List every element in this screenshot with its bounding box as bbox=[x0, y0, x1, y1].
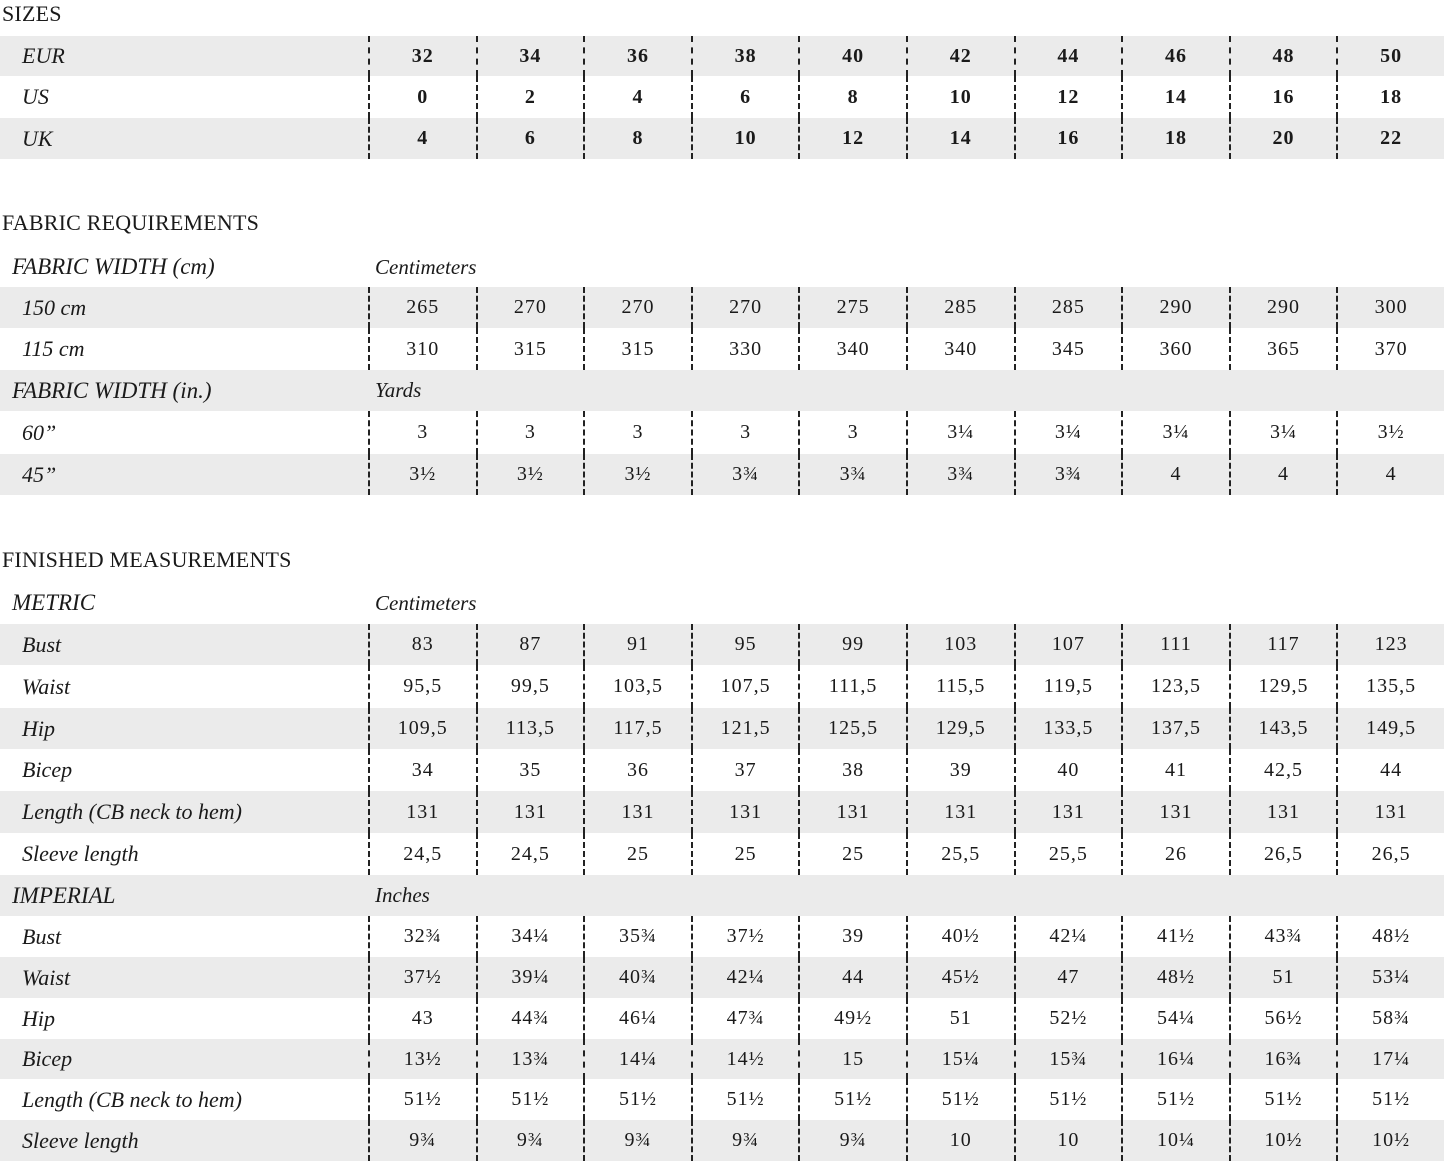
table-cell: 149,5 bbox=[1336, 708, 1444, 749]
table-cell: 12 bbox=[798, 118, 906, 159]
table-cell: 39 bbox=[906, 749, 1014, 791]
table-cell: 10 bbox=[691, 118, 799, 159]
table-row bbox=[0, 287, 1444, 328]
table-cell: 56½ bbox=[1229, 998, 1337, 1039]
table-cell: 131 bbox=[1014, 791, 1122, 833]
table-cell: 310 bbox=[368, 328, 476, 370]
table-cell: 51½ bbox=[906, 1079, 1014, 1120]
table-cell: 12 bbox=[1014, 76, 1122, 118]
table-cell: 18 bbox=[1121, 118, 1229, 159]
table-cell: 360 bbox=[1121, 328, 1229, 370]
table-cell: 41½ bbox=[1121, 916, 1229, 957]
table-cell: 117,5 bbox=[583, 708, 691, 749]
table-cell: 34¼ bbox=[476, 916, 584, 957]
table-cell: 42,5 bbox=[1229, 749, 1337, 791]
table-cell: 45½ bbox=[906, 957, 1014, 998]
table-cell: 0 bbox=[368, 76, 476, 118]
table-cell: 39¼ bbox=[476, 957, 584, 998]
table-cell: 4 bbox=[1229, 454, 1337, 495]
table-cell: 51½ bbox=[583, 1079, 691, 1120]
table-cell: 44 bbox=[1014, 36, 1122, 76]
table-cell: 51½ bbox=[1229, 1079, 1337, 1120]
table-cell: 53¼ bbox=[1336, 957, 1444, 998]
table-cell: 9¾ bbox=[691, 1120, 799, 1161]
table-row bbox=[0, 833, 1444, 875]
table-cell: 44 bbox=[798, 957, 906, 998]
table-cell: 3½ bbox=[583, 454, 691, 495]
table-cell: 39 bbox=[798, 916, 906, 957]
table-cell: 3¼ bbox=[1121, 411, 1229, 454]
table-cell: 37½ bbox=[691, 916, 799, 957]
row-label: Waist bbox=[22, 964, 71, 990]
table-cell: 137,5 bbox=[1121, 708, 1229, 749]
sizes-title: SIZES bbox=[2, 1, 62, 26]
table-cell: 111 bbox=[1121, 624, 1229, 665]
table-cell: 3 bbox=[476, 411, 584, 454]
table-cell: 113,5 bbox=[476, 708, 584, 749]
table-cell: 8 bbox=[798, 76, 906, 118]
table-cell: 24,5 bbox=[368, 833, 476, 875]
table-cell: 38 bbox=[798, 749, 906, 791]
table-cell: 35 bbox=[476, 749, 584, 791]
table-cell: 25 bbox=[798, 833, 906, 875]
table-cell: 51½ bbox=[368, 1079, 476, 1120]
group-unit: Inches bbox=[375, 883, 430, 907]
table-cell: 340 bbox=[906, 328, 1014, 370]
table-cell: 43 bbox=[368, 998, 476, 1039]
table-cell: 9¾ bbox=[798, 1120, 906, 1161]
table-cell: 46¼ bbox=[583, 998, 691, 1039]
table-row bbox=[0, 624, 1444, 665]
table-cell: 51½ bbox=[1014, 1079, 1122, 1120]
table-cell: 15¾ bbox=[1014, 1039, 1122, 1079]
table-cell: 107 bbox=[1014, 624, 1122, 665]
table-cell: 125,5 bbox=[798, 708, 906, 749]
table-cell: 38 bbox=[691, 36, 799, 76]
table-cell: 129,5 bbox=[906, 708, 1014, 749]
table-cell: 3 bbox=[798, 411, 906, 454]
table-cell: 9¾ bbox=[583, 1120, 691, 1161]
row-label: Waist bbox=[22, 673, 71, 699]
table-cell: 10½ bbox=[1336, 1120, 1444, 1161]
table-cell: 3 bbox=[583, 411, 691, 454]
row-label: Bust bbox=[22, 631, 62, 657]
table-cell: 365 bbox=[1229, 328, 1337, 370]
table-cell: 3½ bbox=[368, 454, 476, 495]
table-cell: 131 bbox=[1229, 791, 1337, 833]
table-cell: 14¼ bbox=[583, 1039, 691, 1079]
table-cell: 51½ bbox=[1121, 1079, 1229, 1120]
fabric-title: FABRIC REQUIREMENTS bbox=[2, 210, 260, 235]
table-cell: 13½ bbox=[368, 1039, 476, 1079]
table-cell: 4 bbox=[583, 76, 691, 118]
table-cell: 119,5 bbox=[1014, 665, 1122, 708]
table-cell: 13¾ bbox=[476, 1039, 584, 1079]
table-cell: 37 bbox=[691, 749, 799, 791]
table-cell: 115,5 bbox=[906, 665, 1014, 708]
table-row bbox=[0, 1120, 1444, 1161]
finished-title: FINISHED MEASUREMENTS bbox=[2, 547, 292, 572]
table-cell: 44 bbox=[1336, 749, 1444, 791]
row-label: Sleeve length bbox=[22, 1127, 139, 1153]
table-cell: 49½ bbox=[798, 998, 906, 1039]
group-header-fabric-cm bbox=[0, 248, 1444, 286]
table-cell: 16¼ bbox=[1121, 1039, 1229, 1079]
table-cell: 10 bbox=[906, 1120, 1014, 1161]
table-row bbox=[0, 916, 1444, 957]
row-label: 60” bbox=[22, 419, 57, 445]
table-cell: 285 bbox=[906, 287, 1014, 328]
table-cell: 4 bbox=[1336, 454, 1444, 495]
table-cell: 6 bbox=[476, 118, 584, 159]
table-cell: 34 bbox=[476, 36, 584, 76]
table-row bbox=[0, 957, 1444, 998]
table-cell: 18 bbox=[1336, 76, 1444, 118]
table-cell: 26,5 bbox=[1336, 833, 1444, 875]
table-cell: 48½ bbox=[1336, 916, 1444, 957]
size-row-uk bbox=[0, 118, 1444, 159]
table-cell: 129,5 bbox=[1229, 665, 1337, 708]
group-label: FABRIC WIDTH (cm) bbox=[12, 254, 215, 279]
table-cell: 16 bbox=[1014, 118, 1122, 159]
table-cell: 340 bbox=[798, 328, 906, 370]
table-cell: 9¾ bbox=[476, 1120, 584, 1161]
table-cell: 131 bbox=[368, 791, 476, 833]
table-cell: 3 bbox=[368, 411, 476, 454]
table-cell: 345 bbox=[1014, 328, 1122, 370]
table-cell: 50 bbox=[1336, 36, 1444, 76]
table-cell: 95,5 bbox=[368, 665, 476, 708]
row-label: US bbox=[22, 84, 49, 109]
table-cell: 3¾ bbox=[691, 454, 799, 495]
row-label: Hip bbox=[22, 715, 55, 741]
table-cell: 52½ bbox=[1014, 998, 1122, 1039]
table-cell: 41 bbox=[1121, 749, 1229, 791]
group-header-metric bbox=[0, 583, 1444, 623]
table-cell: 25,5 bbox=[906, 833, 1014, 875]
table-cell: 103 bbox=[906, 624, 1014, 665]
table-cell: 131 bbox=[1121, 791, 1229, 833]
table-cell: 4 bbox=[368, 118, 476, 159]
row-label: Bust bbox=[22, 923, 62, 949]
table-cell: 131 bbox=[798, 791, 906, 833]
table-cell: 17¼ bbox=[1336, 1039, 1444, 1079]
table-cell: 330 bbox=[691, 328, 799, 370]
table-cell: 99,5 bbox=[476, 665, 584, 708]
table-cell: 25,5 bbox=[1014, 833, 1122, 875]
table-cell: 47 bbox=[1014, 957, 1122, 998]
table-cell: 51½ bbox=[476, 1079, 584, 1120]
row-label: Length (CB neck to hem) bbox=[22, 799, 242, 824]
row-label: 150 cm bbox=[22, 294, 87, 320]
table-cell: 40½ bbox=[906, 916, 1014, 957]
table-cell: 121,5 bbox=[691, 708, 799, 749]
row-label: 115 cm bbox=[22, 336, 85, 361]
table-cell: 51 bbox=[1229, 957, 1337, 998]
table-cell: 315 bbox=[476, 328, 584, 370]
table-cell: 25 bbox=[691, 833, 799, 875]
table-cell: 32 bbox=[368, 36, 476, 76]
table-cell: 16¾ bbox=[1229, 1039, 1337, 1079]
table-cell: 315 bbox=[583, 328, 691, 370]
table-cell: 15 bbox=[798, 1039, 906, 1079]
table-cell: 133,5 bbox=[1014, 708, 1122, 749]
row-label: Bicep bbox=[22, 1046, 73, 1071]
table-cell: 48½ bbox=[1121, 957, 1229, 998]
group-label: METRIC bbox=[12, 590, 96, 615]
group-label: IMPERIAL bbox=[12, 882, 116, 908]
table-row bbox=[0, 998, 1444, 1039]
group-label: FABRIC WIDTH (in.) bbox=[12, 377, 212, 403]
row-label: Length (CB neck to hem) bbox=[22, 1086, 242, 1112]
table-cell: 270 bbox=[476, 287, 584, 328]
table-cell: 95 bbox=[691, 624, 799, 665]
table-cell: 3¼ bbox=[1229, 411, 1337, 454]
table-cell: 43¾ bbox=[1229, 916, 1337, 957]
table-cell: 40 bbox=[798, 36, 906, 76]
table-cell: 44¾ bbox=[476, 998, 584, 1039]
table-cell: 103,5 bbox=[583, 665, 691, 708]
table-cell: 9¾ bbox=[368, 1120, 476, 1161]
table-cell: 143,5 bbox=[1229, 708, 1337, 749]
table-cell: 40¾ bbox=[583, 957, 691, 998]
table-cell: 10 bbox=[1014, 1120, 1122, 1161]
table-cell: 117 bbox=[1229, 624, 1337, 665]
group-unit: Centimeters bbox=[375, 254, 477, 279]
table-cell: 275 bbox=[798, 287, 906, 328]
row-label: UK bbox=[22, 125, 53, 151]
table-cell: 48 bbox=[1229, 36, 1337, 76]
table-row bbox=[0, 791, 1444, 833]
table-cell: 131 bbox=[476, 791, 584, 833]
table-cell: 42¼ bbox=[691, 957, 799, 998]
table-cell: 51 bbox=[906, 998, 1014, 1039]
table-cell: 51½ bbox=[1336, 1079, 1444, 1120]
table-cell: 8 bbox=[583, 118, 691, 159]
table-cell: 4 bbox=[1121, 454, 1229, 495]
table-cell: 123 bbox=[1336, 624, 1444, 665]
table-row bbox=[0, 454, 1444, 495]
table-cell: 22 bbox=[1336, 118, 1444, 159]
table-cell: 10½ bbox=[1229, 1120, 1337, 1161]
table-row bbox=[0, 749, 1444, 791]
table-cell: 36 bbox=[583, 36, 691, 76]
table-cell: 42 bbox=[906, 36, 1014, 76]
row-label: Sleeve length bbox=[22, 841, 139, 866]
table-cell: 34 bbox=[368, 749, 476, 791]
table-row bbox=[0, 1079, 1444, 1120]
table-cell: 58¾ bbox=[1336, 998, 1444, 1039]
table-cell: 3½ bbox=[476, 454, 584, 495]
group-header-imperial bbox=[0, 875, 1444, 916]
table-cell: 25 bbox=[583, 833, 691, 875]
table-cell: 131 bbox=[691, 791, 799, 833]
table-cell: 285 bbox=[1014, 287, 1122, 328]
table-cell: 370 bbox=[1336, 328, 1444, 370]
table-cell: 3½ bbox=[1336, 411, 1444, 454]
table-cell: 300 bbox=[1336, 287, 1444, 328]
table-cell: 87 bbox=[476, 624, 584, 665]
table-cell: 109,5 bbox=[368, 708, 476, 749]
table-cell: 3¼ bbox=[906, 411, 1014, 454]
table-cell: 290 bbox=[1229, 287, 1337, 328]
table-cell: 131 bbox=[1336, 791, 1444, 833]
group-header-fabric-in bbox=[0, 370, 1444, 411]
table-cell: 51½ bbox=[691, 1079, 799, 1120]
table-cell: 270 bbox=[691, 287, 799, 328]
table-cell: 16 bbox=[1229, 76, 1337, 118]
table-cell: 3¾ bbox=[906, 454, 1014, 495]
table-cell: 83 bbox=[368, 624, 476, 665]
table-row bbox=[0, 411, 1444, 454]
table-row bbox=[0, 1039, 1444, 1079]
table-cell: 107,5 bbox=[691, 665, 799, 708]
table-cell: 131 bbox=[906, 791, 1014, 833]
row-label: Bicep bbox=[22, 757, 73, 782]
table-cell: 20 bbox=[1229, 118, 1337, 159]
table-cell: 26 bbox=[1121, 833, 1229, 875]
table-cell: 32¾ bbox=[368, 916, 476, 957]
table-cell: 47¾ bbox=[691, 998, 799, 1039]
row-label: Hip bbox=[22, 1005, 55, 1031]
table-cell: 111,5 bbox=[798, 665, 906, 708]
table-cell: 265 bbox=[368, 287, 476, 328]
table-cell: 99 bbox=[798, 624, 906, 665]
table-cell: 123,5 bbox=[1121, 665, 1229, 708]
table-cell: 14½ bbox=[691, 1039, 799, 1079]
table-cell: 135,5 bbox=[1336, 665, 1444, 708]
table-row bbox=[0, 328, 1444, 370]
table-cell: 51½ bbox=[798, 1079, 906, 1120]
table-cell: 36 bbox=[583, 749, 691, 791]
row-label: 45” bbox=[22, 461, 57, 487]
table-cell: 26,5 bbox=[1229, 833, 1337, 875]
table-cell: 3¼ bbox=[1014, 411, 1122, 454]
table-cell: 35¾ bbox=[583, 916, 691, 957]
table-row bbox=[0, 665, 1444, 708]
size-row-us bbox=[0, 76, 1444, 118]
group-unit: Centimeters bbox=[375, 590, 477, 615]
table-cell: 14 bbox=[1121, 76, 1229, 118]
table-cell: 10¼ bbox=[1121, 1120, 1229, 1161]
size-row-eur bbox=[0, 36, 1444, 76]
table-cell: 270 bbox=[583, 287, 691, 328]
table-cell: 14 bbox=[906, 118, 1014, 159]
table-cell: 46 bbox=[1121, 36, 1229, 76]
table-cell: 131 bbox=[583, 791, 691, 833]
group-unit: Yards bbox=[375, 378, 422, 402]
table-cell: 6 bbox=[691, 76, 799, 118]
table-cell: 42¼ bbox=[1014, 916, 1122, 957]
table-cell: 15¼ bbox=[906, 1039, 1014, 1079]
table-cell: 3¾ bbox=[1014, 454, 1122, 495]
table-cell: 54¼ bbox=[1121, 998, 1229, 1039]
table-row bbox=[0, 708, 1444, 749]
table-cell: 10 bbox=[906, 76, 1014, 118]
table-cell: 3¾ bbox=[798, 454, 906, 495]
table-cell: 2 bbox=[476, 76, 584, 118]
table-cell: 3 bbox=[691, 411, 799, 454]
table-cell: 91 bbox=[583, 624, 691, 665]
table-cell: 37½ bbox=[368, 957, 476, 998]
table-cell: 24,5 bbox=[476, 833, 584, 875]
row-label: EUR bbox=[22, 43, 65, 68]
table-cell: 40 bbox=[1014, 749, 1122, 791]
table-cell: 290 bbox=[1121, 287, 1229, 328]
